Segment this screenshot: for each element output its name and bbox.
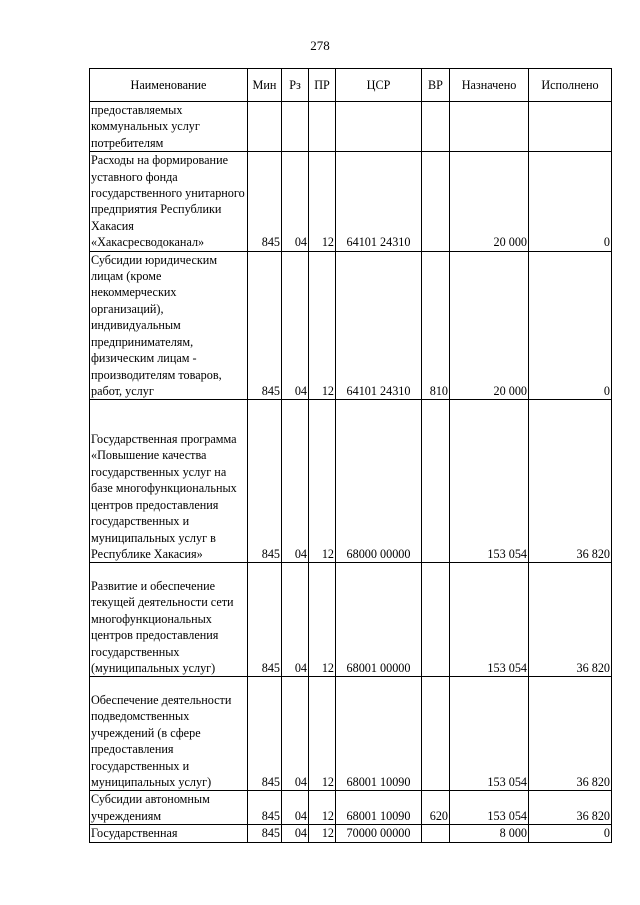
row-name: Государственная программа «Повышение качества государственных услуг на базе многофункциональных центров предоставления государственных и муниципальных услуг в Республике Хакасия» bbox=[90, 400, 248, 563]
row-pr: 12 bbox=[309, 152, 336, 251]
row-name: Субсидии автономным учреждениям bbox=[90, 791, 248, 825]
header-min: Мин bbox=[248, 69, 282, 102]
row-rz: 04 bbox=[282, 400, 309, 563]
header-vr: ВР bbox=[422, 69, 450, 102]
row-csr: 64101 24310 bbox=[336, 251, 422, 400]
row-csr bbox=[336, 102, 422, 152]
row-vr bbox=[422, 677, 450, 791]
row-min: 845 bbox=[248, 677, 282, 791]
row-executed: 36 820 bbox=[529, 400, 612, 563]
row-vr bbox=[422, 102, 450, 152]
row-csr: 68001 10090 bbox=[336, 677, 422, 791]
table-row bbox=[90, 251, 612, 400]
row-rz bbox=[282, 102, 309, 152]
table-header-row bbox=[90, 69, 612, 102]
row-rz: 04 bbox=[282, 152, 309, 251]
row-pr: 12 bbox=[309, 563, 336, 677]
header-executed: Исполнено bbox=[529, 69, 612, 102]
row-csr: 68001 00000 bbox=[336, 563, 422, 677]
row-executed: 36 820 bbox=[529, 677, 612, 791]
row-vr: 620 bbox=[422, 791, 450, 825]
header-assigned: Назначено bbox=[450, 69, 529, 102]
row-min: 845 bbox=[248, 152, 282, 251]
row-vr bbox=[422, 825, 450, 842]
row-executed: 0 bbox=[529, 825, 612, 842]
row-pr: 12 bbox=[309, 677, 336, 791]
row-vr bbox=[422, 152, 450, 251]
row-executed: 36 820 bbox=[529, 791, 612, 825]
row-name: предоставляемых коммунальных услуг потребителям bbox=[90, 102, 248, 152]
row-rz: 04 bbox=[282, 563, 309, 677]
row-assigned bbox=[450, 102, 529, 152]
row-assigned: 20 000 bbox=[450, 251, 529, 400]
row-min: 845 bbox=[248, 563, 282, 677]
row-min: 845 bbox=[248, 400, 282, 563]
table-row bbox=[90, 825, 612, 842]
table-row bbox=[90, 563, 612, 677]
row-rz: 04 bbox=[282, 677, 309, 791]
row-name: Развитие и обеспечение текущей деятельности сети многофункциональных центров предоставления государственных (муниципальных услуг) bbox=[90, 563, 248, 677]
row-vr: 810 bbox=[422, 251, 450, 400]
row-assigned: 153 054 bbox=[450, 677, 529, 791]
row-vr bbox=[422, 400, 450, 563]
row-name: Субсидии юридическим лицам (кроме некоммерческих организаций), индивидуальным предпринимателям, физическим лицам - производителям товаров, работ, услуг bbox=[90, 251, 248, 400]
row-pr: 12 bbox=[309, 825, 336, 842]
row-name: Расходы на формирование уставного фонда государственного унитарного предприятия Республики Хакасия «Хакасресводоканал» bbox=[90, 152, 248, 251]
table-row bbox=[90, 791, 612, 825]
table-row bbox=[90, 400, 612, 563]
row-executed: 36 820 bbox=[529, 563, 612, 677]
row-pr: 12 bbox=[309, 251, 336, 400]
header-rz: Рз bbox=[282, 69, 309, 102]
row-min: 845 bbox=[248, 791, 282, 825]
row-assigned: 153 054 bbox=[450, 400, 529, 563]
row-min bbox=[248, 102, 282, 152]
table-row bbox=[90, 152, 612, 251]
row-pr bbox=[309, 102, 336, 152]
header-name: Наименование bbox=[90, 69, 248, 102]
row-assigned: 20 000 bbox=[450, 152, 529, 251]
row-rz: 04 bbox=[282, 251, 309, 400]
row-vr bbox=[422, 563, 450, 677]
table-row bbox=[90, 102, 612, 152]
row-name: Государственная bbox=[90, 825, 248, 842]
row-executed bbox=[529, 102, 612, 152]
row-csr: 68001 10090 bbox=[336, 791, 422, 825]
row-assigned: 153 054 bbox=[450, 563, 529, 677]
row-pr: 12 bbox=[309, 791, 336, 825]
row-csr: 70000 00000 bbox=[336, 825, 422, 842]
row-csr: 68000 00000 bbox=[336, 400, 422, 563]
row-pr: 12 bbox=[309, 400, 336, 563]
row-rz: 04 bbox=[282, 791, 309, 825]
row-assigned: 8 000 bbox=[450, 825, 529, 842]
row-min: 845 bbox=[248, 251, 282, 400]
header-csr: ЦСР bbox=[336, 69, 422, 102]
page-number: 278 bbox=[310, 38, 330, 53]
row-csr: 64101 24310 bbox=[336, 152, 422, 251]
row-rz: 04 bbox=[282, 825, 309, 842]
header-pr: ПР bbox=[309, 69, 336, 102]
row-assigned: 153 054 bbox=[450, 791, 529, 825]
row-name: Обеспечение деятельности подведомственных учреждений (в сфере предоставления государственных и муниципальных услуг) bbox=[90, 677, 248, 791]
row-executed: 0 bbox=[529, 152, 612, 251]
budget-table bbox=[89, 68, 612, 843]
row-min: 845 bbox=[248, 825, 282, 842]
row-executed: 0 bbox=[529, 251, 612, 400]
table-row bbox=[90, 677, 612, 791]
